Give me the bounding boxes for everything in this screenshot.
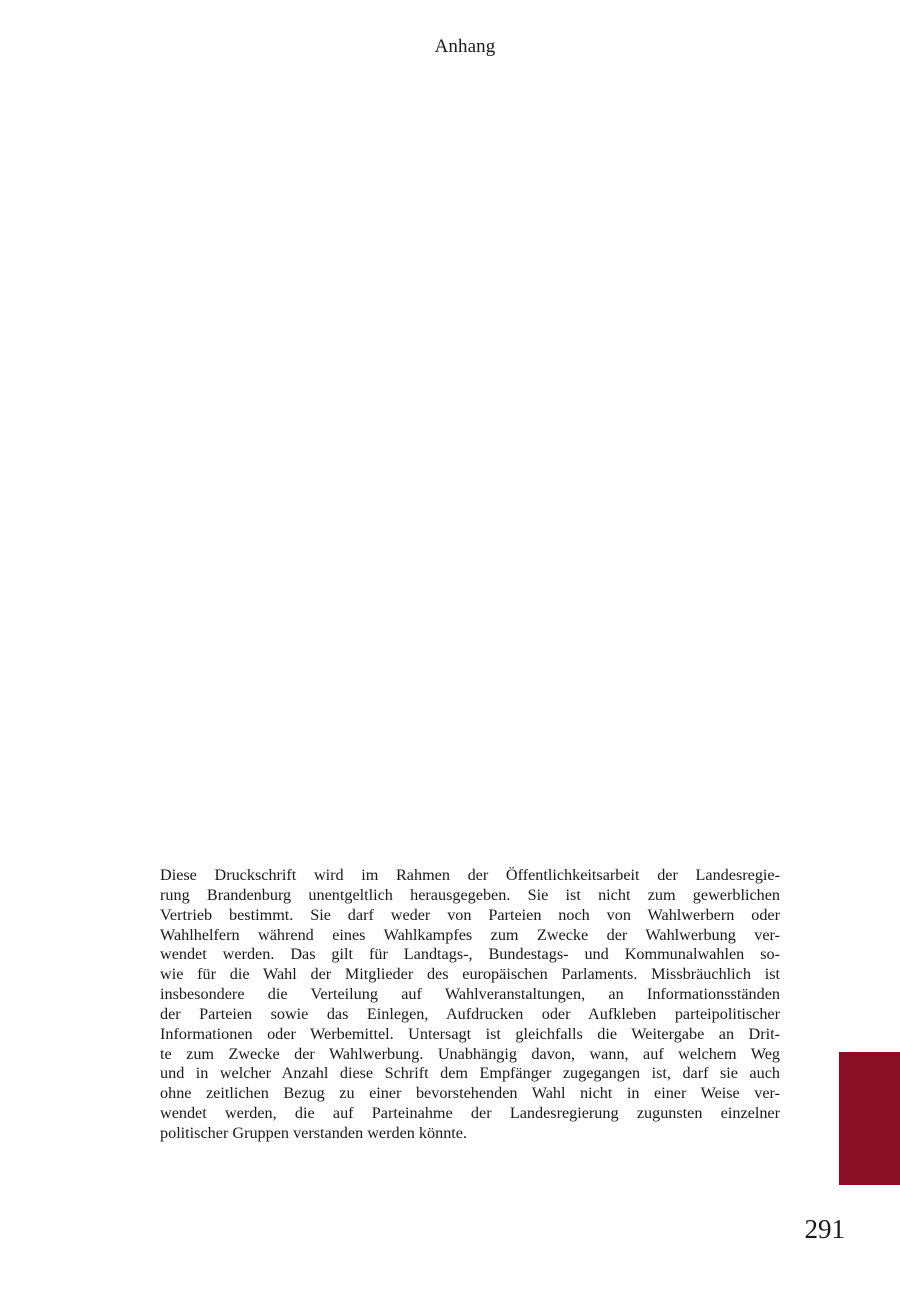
paragraph-line: wendet werden. Das gilt für Landtags-, Bundestags- und Kommunalwahlen so- — [160, 945, 780, 964]
paragraph-line: Wahlhelfern während eines Wahlkampfes zum Zwecke der Wahlwerbung ver- — [160, 925, 780, 944]
paragraph-line: Informationen oder Werbemittel. Untersagt ist gleichfalls die Weitergabe an Drit- — [160, 1024, 780, 1043]
paragraph-line: und in welcher Anzahl diese Schrift dem Empfänger zugegangen ist, darf sie auch — [160, 1064, 780, 1083]
paragraph-line: der Parteien sowie das Einlegen, Aufdrucken oder Aufkleben parteipolitischer — [160, 1004, 780, 1023]
paragraph-line: wie für die Wahl der Mitglieder des europäischen Parlaments. Missbräuchlich ist — [160, 965, 780, 984]
page-number: 291 — [804, 1214, 845, 1244]
paragraph-line: wendet werden, die auf Parteinahme der Landesregierung zugunsten einzelner — [160, 1104, 780, 1123]
paragraph-line: Diese Druckschrift wird im Rahmen der Öffentlichkeitsarbeit der Landesregie- — [160, 866, 780, 884]
paragraph-line: insbesondere die Verteilung auf Wahlveranstaltungen, an Informationsständen — [160, 985, 780, 1004]
paragraph-line: Vertrieb bestimmt. Sie darf weder von Parteien noch von Wahlwerbern oder — [160, 905, 780, 924]
disclaimer-paragraph — [160, 866, 780, 1144]
paragraph-line: ohne zeitlichen Bezug zu einer bevorstehenden Wahl nicht in einer Weise ver- — [160, 1084, 780, 1103]
paragraph-line: rung Brandenburg unentgeltlich herausgegeben. Sie ist nicht zum gewerblichen — [160, 885, 780, 904]
paragraph-line: te zum Zwecke der Wahlwerbung. Unabhängig davon, wann, auf welchem Weg — [160, 1044, 780, 1063]
paragraph-line: politischer Gruppen verstanden werden könnte. — [160, 1123, 468, 1142]
section-thumb-tab — [839, 1052, 900, 1185]
running-header: Anhang — [434, 36, 496, 57]
